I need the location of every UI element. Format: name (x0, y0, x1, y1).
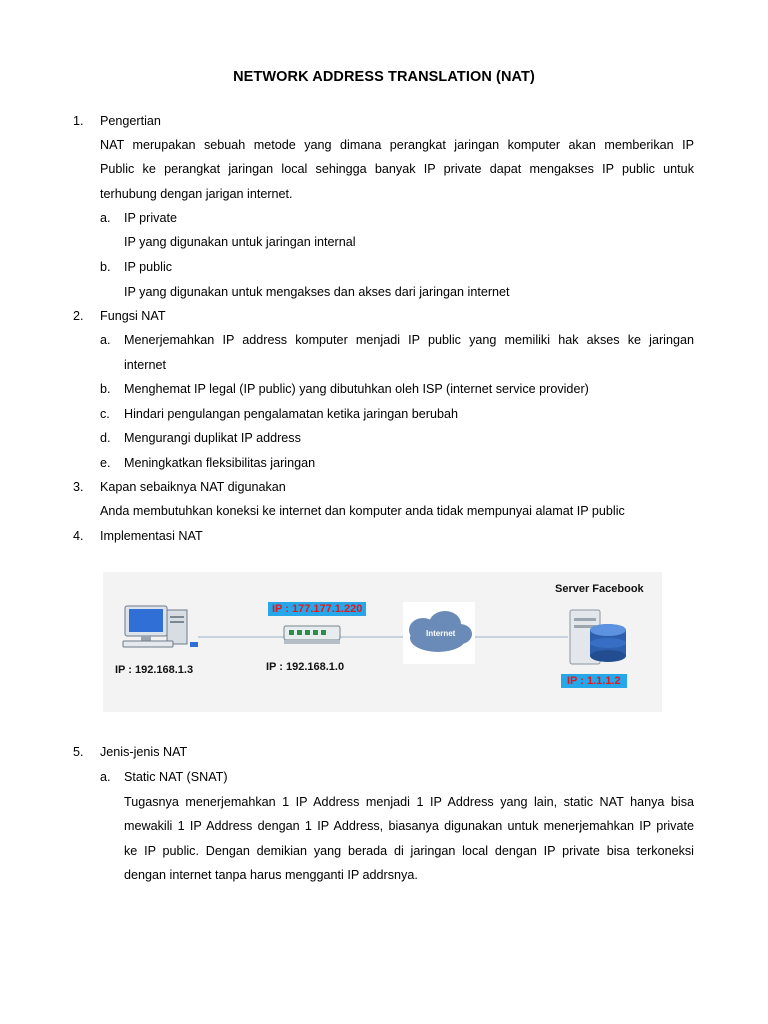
list-item-text: Hindari pengulangan pengalamatan ketika jaringan berubah (124, 407, 458, 421)
cloud-label: Internet (426, 629, 456, 638)
section-1a-description: IP yang digunakan untuk jaringan internal (124, 235, 356, 249)
list-item-text: Mengurangi duplikat IP address (124, 431, 301, 445)
section-1b-label: IP public (124, 260, 173, 274)
server-icon (570, 610, 626, 664)
section-5a-paragraph-line: dengan internet tanpa harus mengganti IP addrsnya. (124, 868, 418, 882)
pc-ip-label: IP : 192.168.1.3 (115, 664, 194, 676)
section-3-heading: Kapan sebaiknya NAT digunakan (100, 480, 286, 494)
section-5a-paragraph-line: Tugasnya menerjemahkan 1 IP Address menjadi 1 IP Address yang lain, static NAT hanya bisa (124, 795, 694, 809)
section-1b-marker: b. (100, 260, 111, 274)
section-1a-label: IP private (124, 211, 177, 225)
nat-diagram (103, 572, 662, 712)
section-4-heading: Implementasi NAT (100, 529, 203, 543)
router-icon (284, 626, 340, 644)
list-item-marker: e. (100, 456, 111, 470)
server-title: Server Facebook (555, 583, 644, 595)
section-2-number: 2. (73, 309, 84, 323)
section-5a-label: Static NAT (SNAT) (124, 770, 228, 784)
section-3-description: Anda membutuhkan koneksi ke internet dan komputer anda tidak mempunyai alamat IP public (100, 504, 625, 518)
list-item-marker: c. (100, 407, 110, 421)
list-item-text: internet (124, 358, 167, 372)
section-1-paragraph-line: Public ke perangkat jaringan local sehingga banyak IP private dapat mengakses IP public untuk (100, 162, 694, 176)
section-1-heading: Pengertian (100, 114, 161, 128)
computer-icon (123, 606, 198, 647)
document-title: NETWORK ADDRESS TRANSLATION (NAT) (233, 69, 535, 85)
list-item-text: Meningkatkan fleksibilitas jaringan (124, 456, 316, 470)
section-1-paragraph-line: terhubung dengan jarigan internet. (100, 187, 293, 201)
section-5a-paragraph-line: mewakili 1 IP Address dengan 1 IP Address, biasanya digunakan untuk menerjemahkan IP private (124, 819, 694, 833)
section-2-heading: Fungsi NAT (100, 309, 166, 323)
section-1-number: 1. (73, 114, 84, 128)
section-1-paragraph-line: NAT merupakan sebuah metode yang dimana perangkat jaringan komputer akan memberikan IP (100, 138, 694, 152)
section-5-heading: Jenis-jenis NAT (100, 745, 188, 759)
section-5a-paragraph-line: ke IP public. Dengan demikian yang berada di jaringan local dengan IP private bisa terkoneksi (124, 844, 694, 858)
section-4-number: 4. (73, 529, 84, 543)
list-item-marker: b. (100, 382, 111, 396)
router-public-ip-box: IP : 177.177.1.220 (268, 602, 366, 616)
section-1b-description: IP yang digunakan untuk mengakses dan akses dari jaringan internet (124, 285, 510, 299)
section-5-number: 5. (73, 745, 84, 759)
section-5a-marker: a. (100, 770, 111, 784)
list-item-marker: a. (100, 333, 111, 347)
list-item-text: Menerjemahkan IP address komputer menjadi IP public yang memiliki hak akses ke jaringan (124, 333, 694, 347)
list-item-text: Menghemat IP legal (IP public) yang dibutuhkan oleh ISP (internet service provider) (124, 382, 589, 396)
section-1a-marker: a. (100, 211, 111, 225)
section-3-number: 3. (73, 480, 84, 494)
server-ip-box: IP : 1.1.1.2 (561, 674, 627, 688)
list-item-marker: d. (100, 431, 111, 445)
router-ip-label: IP : 192.168.1.0 (266, 661, 345, 673)
